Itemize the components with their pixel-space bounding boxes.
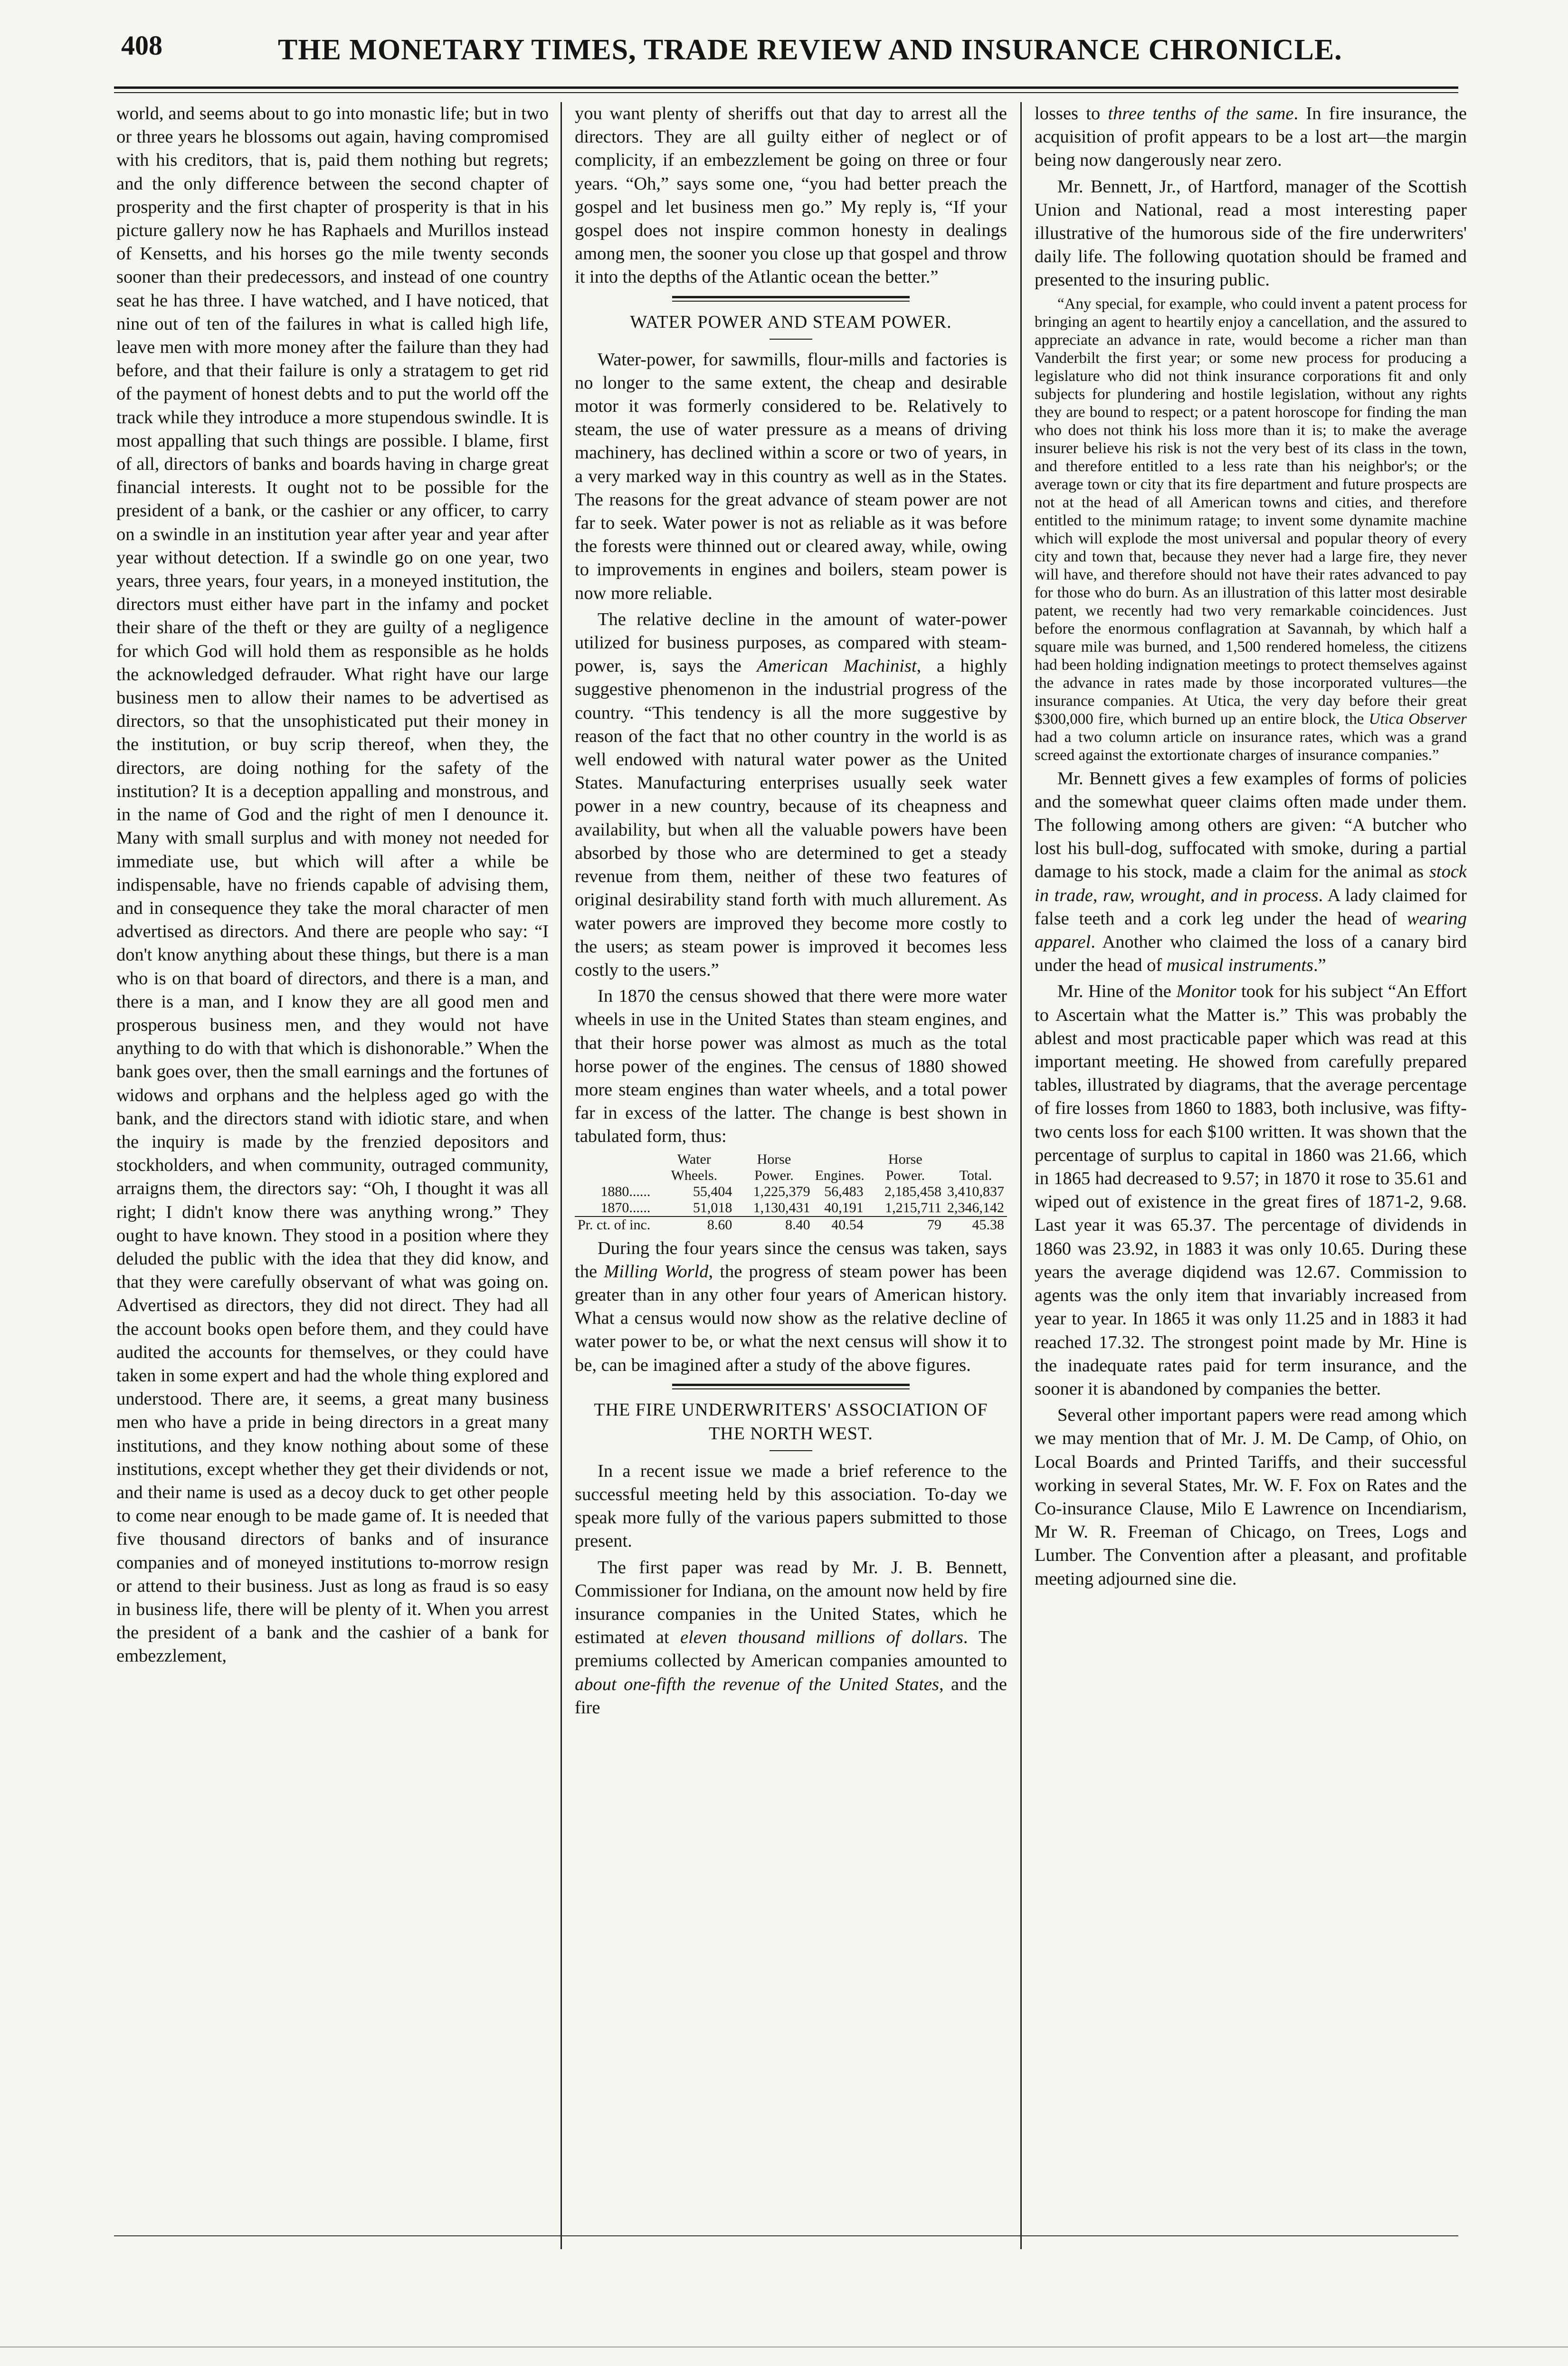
article-paragraph: Mr. Hine of the Monitor took for his subject “An Effort to Ascertain what the Matter is.” This was probably the ablest and most practicable paper which was read at this important meeting. He showed from carefully prepared tables, illustrated by diagrams, that the average percentage of fire losses from 1860 to 1883, both inclusive, was fifty-two cents loss for each $100 written. It was shown that the percentage of surplus to capital in 1860 was 21.66, which in 1865 had decreased to 9.57; in 1870 it rose to 35.61 and wiped out of existence in the great fires of 1871-2, 9.68. Last year it was 65.37. The percentage of dividends in 1860 was 23.92, in 1883 it was only 10.65. During these years the average diqidend was 12.67. Commission to agents was the only item that invariably increased from year to year. In 1865 it was only 11.25 and in 1883 it had reached 17.32. The strongest point made by Mr. Hine is the inadequate rates paid for term insurance, and the sooner it is abandoned by companies the better.	[1035, 981, 1467, 1399]
article-heading-fire-underwriters: THE FIRE UNDERWRITERS' ASSOCIATION OF THE NORTH WEST.	[594, 1399, 988, 1444]
header-rule	[114, 86, 1458, 89]
article-paragraph: Mr. Bennett gives a few examples of forms of policies and the somewhat queer claims often made under them. The following among others are given: “A butcher who lost his bull-dog, suffocated with smoke, during a partial damage to his stock, made a claim for the animal as stock in trade, raw, wrought, and in process. A lady claimed for false teeth and a cork leg under the head of wearing apparel. Another who claimed the loss of a canary bird under the head of musical instruments.”	[1035, 768, 1467, 976]
block-quote: “Any special, for example, who could invent a patent process for bringing an agent to heartily enjoy a cancellation, and the assured to appreciate an advance in rate, would become a richer man than Vanderbilt the first year; or some new process for producing a legislature who did not think insurance corporations fit and only subjects for plundering and hostile legislation, without any rights they are bound to respect; or a patent horoscope for finding the man who does not think his loss more than it is; to make the average insurer believe his risk is not the very best of its class in the town, and therefore entitled to a less rate than his neighbor's; or the average town or city that its fire department and future prospects are not at the head of all American towns and cities, and therefore entitled to the minimum ratage; to invent some dynamite machine which will explode the most universal and popular theory of every city and town that, because they never had a large fire, they never will have, and therefore should not have their rates advanced to pay for those who do burn. As an illustration of this latter most desirable patent, we recently had two very remarkable coincidences. Just before the enormous conflagration at Savannah, by which half a square mile was burned, and 1,500 rendered homeless, the citizens had been holding indignation meetings to protect themselves against the advance in rates made by those incorporated vultures—the insurance companies. At Utica, the very day before their great $300,000 fire, which burned up an entire block, the Utica Observer had a two column article on insurance rates, which was a grand screed against the extortionate charges of insurance companies.”	[1035, 295, 1467, 764]
heading-rule	[770, 339, 812, 340]
column-divider	[561, 102, 562, 2249]
header-rule-thin	[114, 92, 1458, 93]
column-1	[116, 102, 549, 2211]
page-number: 408	[121, 30, 162, 61]
census-table	[575, 1151, 1007, 1233]
article-paragraph: The relative decline in the amount of water-power utilized for business purposes, as compared with steam-power, is, says the American Machinist, a highly suggestive phenomenon in the industrial progress of the country. “This tendency is all the more suggestive by reason of the fact that no other country in the world is as well endowed with natural water power as the United States. Manufacturing enterprises usually seek water power in a new country, because of its cheapness and availability, but when all the valuable powers have been absorbed by those who are determined to get a steady revenue from them, neither of these two features of original desirability stand forth with much allurement. As water powers are improved they become more costly to the users; as steam power is improved it becomes less costly to the users.”	[575, 609, 1007, 980]
article-paragraph: During the four years since the census was taken, says the Milling World, the progress of steam power has been greater than in any other four years of American history. What a census would now show as the relative decline of water power to be, or what the next census will show it to be, can be imagined after a study of the above figures.	[575, 1238, 1007, 1375]
article-paragraph: The first paper was read by Mr. J. B. Bennett, Commissioner for Indiana, on the amount now held by fire insurance companies in the United States, which he estimated at eleven thousand millions of dollars. The premiums collected by American companies amounted to about one-fifth the revenue of the United States, and the fire	[575, 1557, 1007, 1718]
article-paragraph: losses to three tenths of the same. In fire insurance, the acquisition of profit appears to be a lost art—the margin being now dangerously near zero.	[1035, 104, 1467, 171]
newspaper-title: THE MONETARY TIMES, TRADE REVIEW AND INSURANCE CHRONICLE.	[278, 34, 1342, 66]
section-divider	[575, 1384, 1007, 1389]
column-3	[1035, 102, 1467, 2211]
sermon-continuation: world, and seems about to go into monastic life; but in two or three years he blossoms out again, having compromised with his creditors, that is, paid them nothing but regrets; and the only difference between the second chapter of prosperity and the first chapter of prosperity is that in his picture gallery now he has Raphaels and Murillos instead of Kensetts, and his horses go the mile twenty seconds sooner than their predecessors, and instead of one country seat he has three. I have watched, and I have noticed, that nine out of ten of the failures in what is called high life, leave men with more money after the failure than they had before, and that their failure is only a stratagem to get rid of the payment of honest debts and to put the world off the track while they introduce a more stupendous swindle. It is most appalling that such things are possible. I blame, first of all, directors of banks and boards having in charge great financial interests. It ought not to be possible for the president of a bank, or the cashier or any officer, to carry on a swindle in an institution year after year and year after year without detection. If a swindle go on one year, two years, three years, four years, in a moneyed institution, the directors must either have part in the infamy and pocket their share of the theft or they are guilty of a negligence for which God will hold them as responsible as he holds the acknowledged defrauder. What right have our large business men to allow their names to be advertised as directors, so that the unsophisticated put their money in the institution, or buy scrip thereof, when they, the directors, are doing nothing for the safety of the institution? It is a deception appalling and monstrous, and in the name of God and the right of men I denounce it. Many with small surplus and with money not needed for immediate use, but which will after a while be indispensable, have no friends capable of advising them, and in consequence they take the moral character of men advertised as directors. And there are people who say: “I don't know anything about these things, but there is a man who is on that board of directors, and there is a man, and there is a man, and I know they are all good men and prosperous business men, and they would not have anything to do with that which is dishonorable.” When the bank goes over, then the small earnings and the fortunes of widows and orphans and the helpless aged go with the bank, and the directors stand with idiotic stare, and when the inquiry is made by the frenzied depositors and stockholders, and when community, outraged community, arraigns them, the directors say: “Oh, I thought it was all right; I didn't know there was anything wrong.” They ought to have known. They stood in a position where they deluded the public with the idea that they did know, and that they were carefully observant of what was going on. Advertised as directors, they did not direct. They had all the account books open before them, and they could have audited the accounts for themselves, or they could have taken in some expert and had the whole thing explored and understood. There are, it seems, a great many business men who have a pride in being directors in a great many institutions, and they know nothing about some of these institutions, except whether they get their dividends or not, and their name is used as a decoy duck to get other people to come near enough to be made game of. It is needed that five thousand directors of banks and of insurance companies and of moneyed institutions to-morrow resign or attend to their business. Just as long as fraud is so easy in business life, there will be plenty of it. When you arrest the president of a bank and the cashier of a bank for embezzlement,	[116, 104, 549, 1666]
article-heading-water-power: WATER POWER AND STEAM POWER.	[630, 312, 952, 332]
article-paragraph: In a recent issue we made a brief reference to the successful meeting held by this association. To-day we speak more fully of the various papers submitted to those present.	[575, 1461, 1007, 1551]
article-paragraph: Several other important papers were read among which we may mention that of Mr. J. M. De Camp, of Ohio, on Local Boards and Printed Tariffs, and their successful working in several States, Mr. W. F. Fox on Rates and the Co-insurance Clause, Milo E Lawrence on Incendiarism, Mr W. R. Freeman of Chicago, on Trees, Logs and Lumber. The Convention after a pleasant, and profitable meeting adjourned sine die.	[1035, 1405, 1467, 1589]
table-row-percent: Pr. ct. of inc. 8.60 8.40 40.54 79 45.38	[575, 1216, 1007, 1233]
article-paragraph: Water-power, for sawmills, flour-mills and factories is no longer to the same extent, the cheap and desirable motor it was formerly considered to be. Relatively to steam, the use of water pressure as a means of driving machinery, has declined within a score or two of years, in a very marked way in this country as well as in the States. The reasons for the great advance of steam power are not far to seek. Water power is not as reliable as it was before the forests were thinned out or cleared away, while, owing to improvements in engines and boilers, steam power is now more reliable.	[575, 349, 1007, 603]
footer-rule	[114, 2235, 1458, 2236]
section-divider	[575, 296, 1007, 302]
table-row: 1870...... 51,018 1,130,431 40,191 1,215,711 2,346,142	[600, 1199, 1004, 1216]
sermon-conclusion: you want plenty of sheriffs out that day to arrest all the directors. They are all guilty either of neglect or of complicity, if an embezzlement be going on three or four years. “Oh,” says some one, “you had better preach the gospel and let business men go.” My reply is, “If your gospel does not inspire common honesty in dealings among men, the sooner you close up that gospel and throw it into the depths of the Atlantic ocean the better.”	[575, 104, 1007, 287]
column-divider	[1020, 102, 1022, 2249]
article-paragraph: Mr. Bennett, Jr., of Hartford, manager of the Scottish Union and National, read a most interesting paper illustrative of the humorous side of the fire underwriters' daily life. The following quotation should be framed and presented to the insuring public.	[1035, 176, 1467, 290]
column-2	[575, 102, 1007, 2211]
table-header-row: Water Wheels. Horse Power. Engines. Horse Power. Total.	[671, 1151, 992, 1183]
heading-rule	[770, 1450, 812, 1451]
article-paragraph: In 1870 the census showed that there were more water wheels in use in the United States than steam engines, and that their horse power was almost as much as the total horse power of the engines. The census of 1880 showed more steam engines than water wheels, and a total power far in excess of the latter. The change is best shown in tabulated form, thus:	[575, 986, 1007, 1147]
table-row: 1880...... 55,404 1,225,379 56,483 2,185,458 3,410,837	[600, 1183, 1004, 1199]
